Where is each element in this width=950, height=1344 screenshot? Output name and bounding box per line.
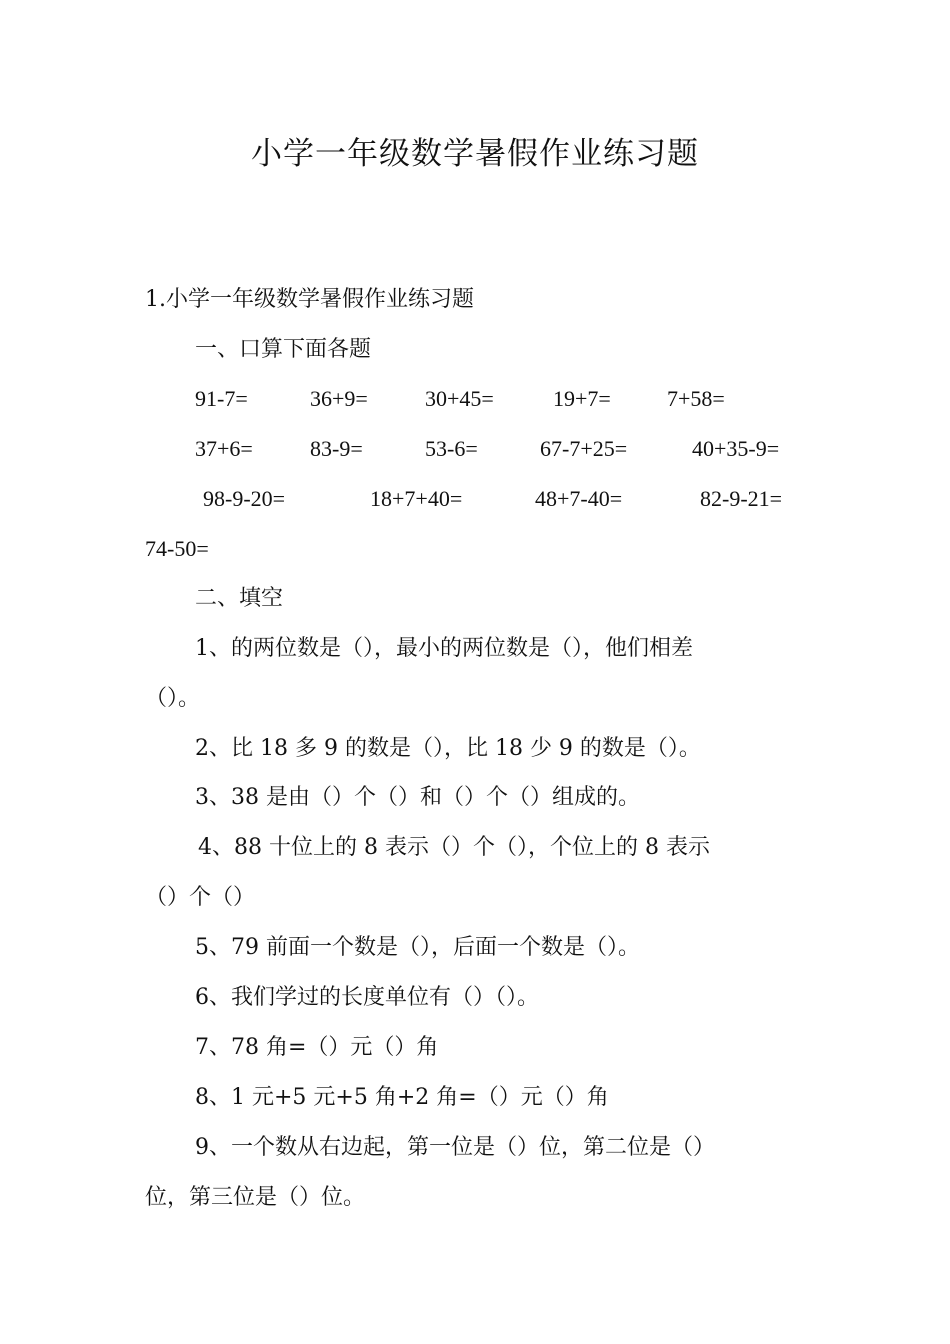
exercise-r2-5: 40+35-9= [692, 436, 780, 461]
document-heading: 1.小学一年级数学暑假作业练习题 [145, 287, 474, 312]
question-9-line-2: 位，第三位是（）位。 [145, 1185, 366, 1210]
exercise-r3-2: 18+7+40= [370, 486, 463, 511]
exercise-r1-4: 19+7= [553, 386, 611, 411]
exercise-r2-1: 37+6= [195, 436, 253, 461]
question-1-line-1: 1、的两位数是（），最小的两位数是（），他们相差 [195, 636, 693, 661]
question-3: 3、38 是由（）个（）和（）个（）组成的。 [195, 785, 640, 810]
exercise-r3-1: 98-9-20= [203, 486, 286, 511]
question-4-line-1: 4、88 十位上的 8 表示（）个（），个位上的 8 表示 [198, 835, 710, 860]
question-2: 2、比 18 多 9 的数是（），比 18 少 9 的数是（）。 [195, 736, 701, 761]
exercise-r2-2: 83-9= [310, 436, 363, 461]
exercise-r1-5: 7+58= [667, 386, 725, 411]
exercise-r2-4: 67-7+25= [540, 436, 628, 461]
exercise-r3-3: 48+7-40= [535, 486, 623, 511]
question-1-line-2: （）。 [145, 686, 201, 711]
section-1-title: 一、口算下面各题 [195, 337, 372, 362]
exercise-r1-1: 91-7= [195, 386, 248, 411]
exercise-r1-2: 36+9= [310, 386, 368, 411]
question-7: 7、78 角=（）元（）角 [195, 1035, 439, 1060]
exercise-r1-3: 30+45= [425, 386, 494, 411]
exercise-r3-4: 82-9-21= [700, 486, 783, 511]
question-8: 8、1 元+5 元+5 角+2 角=（）元（）角 [195, 1085, 609, 1110]
page-title: 小学一年级数学暑假作业练习题 [251, 136, 699, 172]
exercise-r4-1: 74-50= [145, 536, 209, 561]
question-4-line-2: （）个（） [145, 885, 256, 910]
question-5: 5、79 前面一个数是（），后面一个数是（）。 [195, 935, 640, 960]
section-2-title: 二、填空 [195, 586, 284, 611]
exercise-r2-3: 53-6= [425, 436, 478, 461]
question-9-line-1: 9、一个数从右边起，第一位是（）位，第二位是（） [195, 1135, 715, 1160]
question-6: 6、我们学过的长度单位有（）（）。 [195, 985, 539, 1010]
